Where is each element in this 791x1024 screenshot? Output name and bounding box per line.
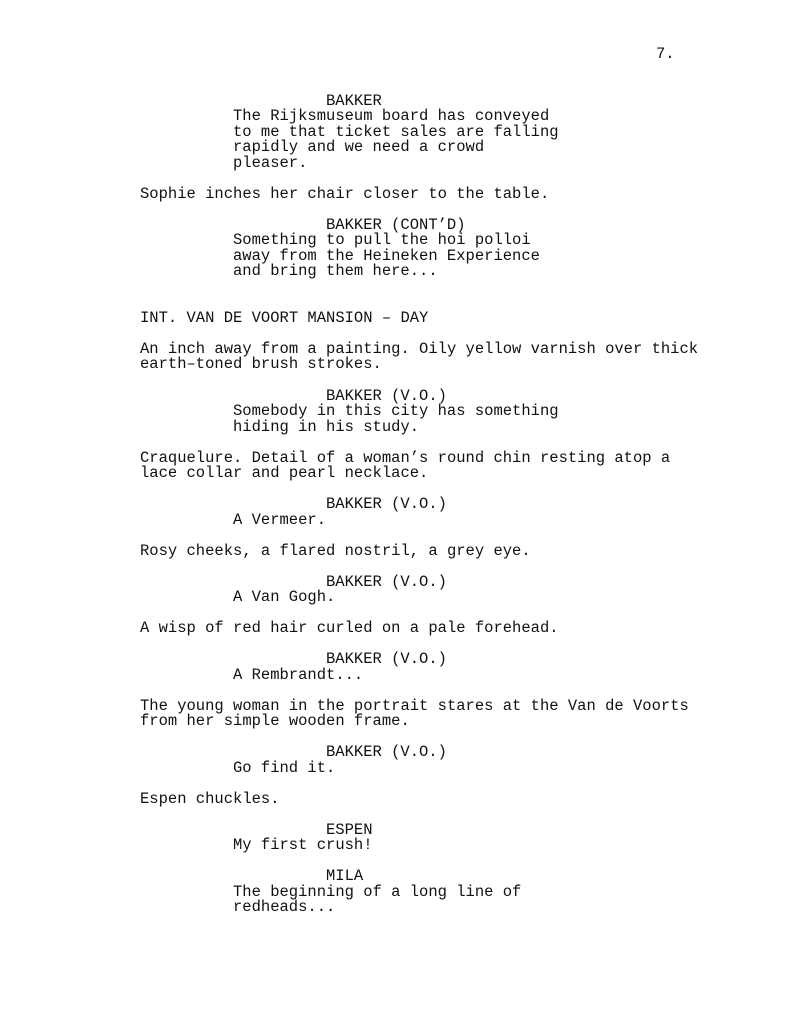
dialogue-line: My first crush!	[233, 836, 373, 854]
character-name: BAKKER (V.O.)	[326, 743, 447, 761]
action-line: earth–toned brush strokes.	[140, 355, 382, 373]
dialogue-line: to me that ticket sales are falling	[233, 123, 559, 141]
page-number: 7.	[656, 45, 675, 63]
dialogue-line: redheads...	[233, 898, 336, 916]
action-line: lace collar and pearl necklace.	[140, 464, 429, 482]
character-name: MILA	[326, 867, 364, 885]
action-line: Craquelure. Detail of a woman’s round chin resting atop a	[140, 449, 671, 467]
dialogue-line: The beginning of a long line of	[233, 883, 522, 901]
character-name: BAKKER (V.O.)	[326, 495, 447, 513]
dialogue-line: pleaser.	[233, 154, 308, 172]
dialogue-line: A Rembrandt...	[233, 666, 364, 684]
dialogue-line: A Vermeer.	[233, 511, 327, 529]
dialogue-line: Go find it.	[233, 759, 336, 777]
action-line: Espen chuckles.	[140, 790, 280, 808]
character-name: BAKKER (V.O.)	[326, 650, 447, 668]
character-name: ESPEN	[326, 821, 373, 839]
dialogue-line: A Van Gogh.	[233, 588, 336, 606]
character-name: BAKKER (V.O.)	[326, 573, 447, 591]
character-name: BAKKER (CONT’D)	[326, 216, 466, 234]
dialogue-line: Somebody in this city has something	[233, 402, 559, 420]
action-line: Rosy cheeks, a flared nostril, a grey eye.	[140, 542, 531, 560]
action-line: from her simple wooden frame.	[140, 712, 410, 730]
dialogue-line: rapidly and we need a crowd	[233, 138, 485, 156]
action-line: An inch away from a painting. Oily yellow varnish over thick	[140, 340, 699, 358]
action-line: Sophie inches her chair closer to the table.	[140, 185, 550, 203]
character-name: BAKKER	[326, 92, 382, 110]
dialogue-line: The Rijksmuseum board has conveyed	[233, 107, 550, 125]
character-name: BAKKER (V.O.)	[326, 387, 447, 405]
dialogue-line: hiding in his study.	[233, 418, 420, 436]
dialogue-line: and bring them here...	[233, 262, 438, 280]
scene-heading: INT. VAN DE VOORT MANSION – DAY	[140, 309, 429, 327]
dialogue-line: Something to pull the hoi polloi	[233, 231, 531, 249]
action-line: The young woman in the portrait stares at the Van de Voorts	[140, 697, 689, 715]
action-line: A wisp of red hair curled on a pale forehead.	[140, 619, 559, 637]
dialogue-line: away from the Heineken Experience	[233, 247, 540, 265]
